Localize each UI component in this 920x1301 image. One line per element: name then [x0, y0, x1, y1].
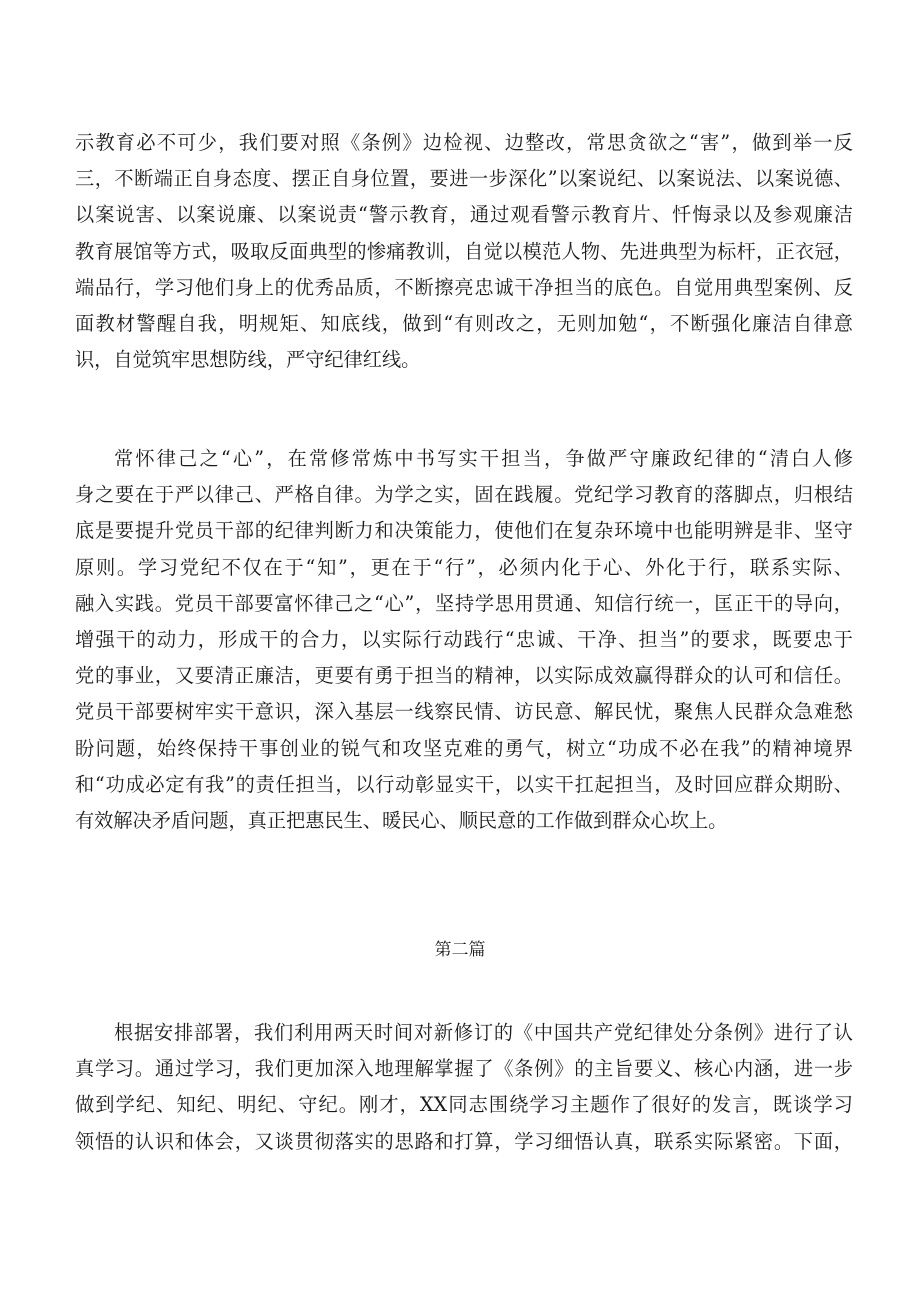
text-line: 做到学纪、知纪、明纪、守纪。刚才，XX同志围绕学习主题作了很好的发言，既谈学习	[75, 1093, 853, 1117]
text-line: 盼问题，始终保持干事创业的锐气和攻坚克难的勇气，树立“功成不必在我”的精神境界	[75, 736, 853, 760]
text-line: 以案说害、以案说廉、以案说责“警示教育，通过观看警示教育片、忏悔录以及参观廉洁	[75, 203, 853, 227]
text-line: 常怀律己之“心”，在常修常炼中书写实干担当，争做严守廉政纪律的“清白人修	[114, 447, 853, 470]
text-line: 示教育必不可少，我们要对照《条例》边检视、边整改，常思贪欲之“害”，做到举一反	[75, 131, 853, 154]
section-heading: 第二篇	[434, 940, 486, 960]
text-line: 识，自觉筑牢思想防线，严守纪律红线。	[75, 348, 421, 372]
text-line: 党的事业，又要清正廉洁，更要有勇于担当的精神，以实际成效赢得群众的认可和信任。	[75, 664, 853, 688]
text-line: 融入实践。党员干部要富怀律己之“心”，坚持学思用贯通、知信行统一，匡正干的导向，	[75, 591, 853, 615]
text-line: 领悟的认识和体会，又谈贯彻落实的思路和打算，学习细悟认真，联系实际紧密。下面，	[75, 1129, 853, 1153]
text-line: 底是要提升党员干部的纪律判断力和决策能力，使他们在复杂环境中也能明辨是非、坚守	[75, 519, 853, 543]
paragraph-1	[75, 125, 853, 378]
text-line: 真学习。通过学习，我们更加深入地理解掌握了《条例》的主旨要义、核心内涵，进一步	[75, 1057, 853, 1081]
text-line: 党员干部要树牢实干意识，深入基层一线察民情、访民意、解民忧，聚焦人民群众急难愁	[75, 700, 853, 724]
paragraph-2	[75, 441, 853, 839]
text-line: 根据安排部署，我们利用两天时间对新修订的《中国共产党纪律处分条例》进行了认	[114, 1021, 853, 1044]
text-line: 增强干的动力，形成干的合力，以实际行动践行“忠诚、干净、担当”的要求，既要忠于	[75, 627, 853, 651]
paragraph-3	[75, 1015, 853, 1160]
text-line: 和“功成必定有我”的责任担当，以行动彰显实干，以实干扛起担当，及时回应群众期盼、	[75, 772, 853, 796]
text-line: 三，不断端正自身态度、摆正自身位置，要进一步深化”以案说纪、以案说法、以案说德、	[75, 167, 853, 191]
text-line: 端品行，学习他们身上的优秀品质，不断擦亮忠诚干净担当的底色。自觉用典型案例、反	[75, 275, 853, 299]
text-line: 身之要在于严以律己、严格自律。为学之实，固在践履。党纪学习教育的落脚点，归根结	[75, 483, 853, 507]
text-line: 原则。学习党纪不仅在于“知”，更在于“行”，必须内化于心、外化于行，联系实际、	[75, 555, 853, 579]
text-line: 有效解决矛盾问题，真正把惠民生、暖民心、顺民意的工作做到群众心坎上。	[75, 808, 728, 832]
text-line: 教育展馆等方式，吸取反面典型的惨痛教训，自觉以模范人物、先进典型为标杆，正衣冠，	[75, 239, 853, 263]
text-line: 面教材警醒自我，明规矩、知底线，做到“有则改之，无则加勉“，不断强化廉洁自律意	[75, 311, 853, 335]
